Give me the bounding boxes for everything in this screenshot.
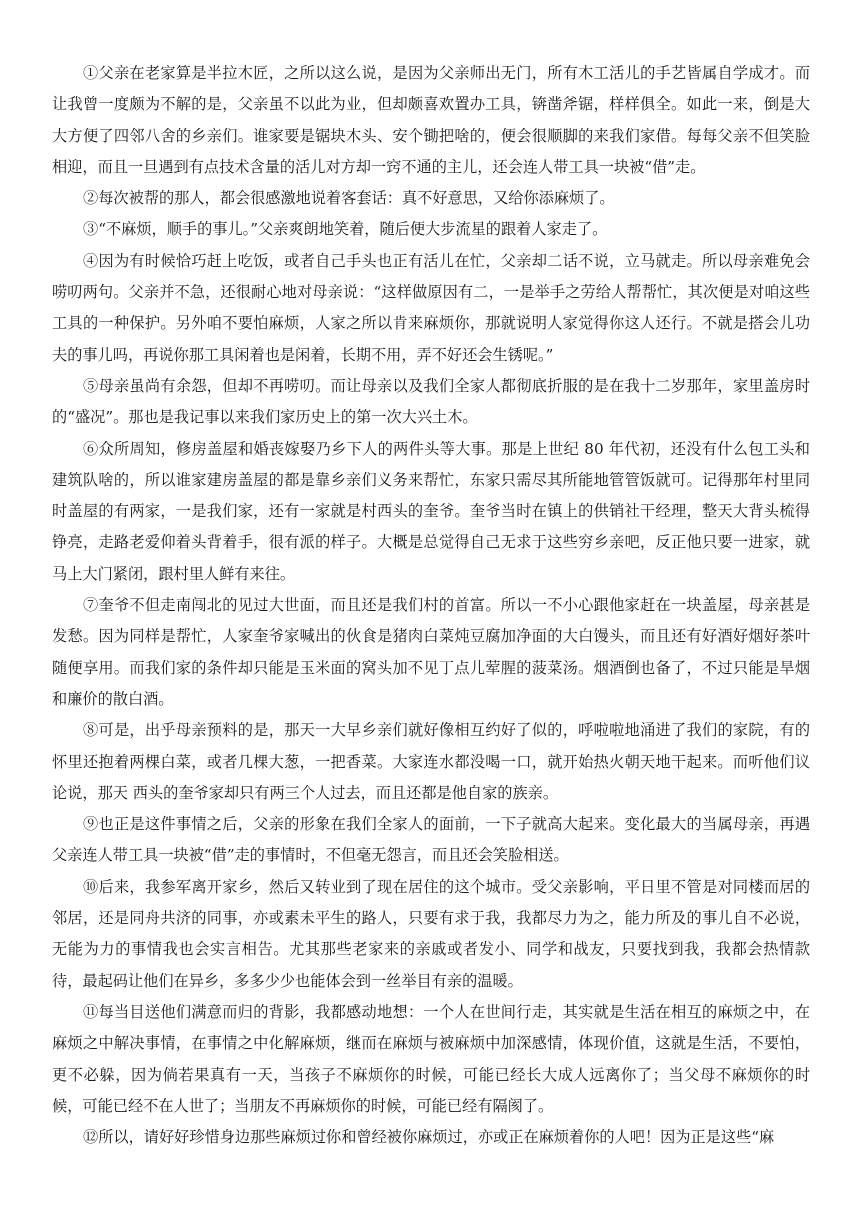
paragraph-3: ③“不麻烦，顺手的事儿。”父亲爽朗地笑着，随后便大步流星的跟着人家走了。 (83, 220, 608, 239)
paragraph-12: ⑫所以，请好好珍惜身边那些麻烦过你和曾经被你麻烦过，亦或正在麻烦着你的人吧！因为正是这些“麻 (83, 1128, 775, 1147)
paragraph-10: ⑩后来，我参军离开家乡，然后又转业到了现在居住的这个城市。受父亲影响，平日里不管是对同楼而居的邻居，还是同舟共济的同事，亦或素未平生的路人，只要有求于我，我都尽力为之，能力所及的事儿自不必说，无能为力的事情我也会实言相告。尤其那些老家来的亲戚或者发小、同学和战友，只要找到我，我都会热情款待，最起码让他们在异乡，多多少少也能体会到一丝举目有亲的温暖。 (52, 877, 810, 990)
paragraph-11: ⑪每当目送他们满意而归的背影，我都感动地想：一个人在世间行走，其实就是生活在相互的麻烦之中，在麻烦之中解决事情，在事情之中化解麻烦，继而在麻烦与被麻烦中加深感情，体现价值，这就是生活，不要怕，更不必躲，因为倘若果真有一天，当孩子不麻烦你的时候，可能已经长大成人远离你了；当父母不麻烦你的时候，可能已经不在人世了；当朋友不再麻烦你的时候，可能已经有隔阂了。 (52, 1002, 810, 1115)
paragraph-1: ①父亲在老家算是半拉木匠，之所以这么说，是因为父亲师出无门，所有木工活儿的手艺皆属自学成才。而让我曾一度颇为不解的是，父亲虽不以此为业，但却颇喜欢置办工具，锛凿斧锯，样样俱全。如此一来，倒是大大方便了四邻八舍的乡亲们。谁家要是锯块木头、安个锄把啥的，便会很顺脚的来我们家借。每每父亲不但笑脸相迎，而且一旦遇到有点技术含量的活儿对方却一窍不通的主儿，还会连人带工具一块被“借”走。 (52, 64, 810, 176)
article-body (52, 58, 810, 1153)
paragraph-6: ⑥众所周知，修房盖屋和婚丧嫁娶乃乡下人的两件头等大事。那是上世纪 80 年代初，还没有什么包工头和建筑队啥的，所以谁家建房盖屋的都是靠乡亲们义务来帮忙，东家只需尽其所能地管管饭就可。记得那年村里同时盖屋的有两家，一是我们家，还有一家就是村西头的奎爷。奎爷当时在镇上的供销社干经理，整天大背头梳得铮亮，走路老爱仰着头背着手，很有派的样子。大概是总觉得自己无求于这些穷乡亲吧，反正他只要一进家，就马上大门紧闭，跟村里人鲜有来往。 (52, 439, 810, 583)
paragraph-2: ②每次被帮的那人，都会很感激地说着客套话：真不好意思，又给你添麻烦了。 (83, 189, 615, 208)
paragraph-4: ④因为有时候恰巧赶上吃饭，或者自己手头也正有活儿在忙，父亲却二话不说，立马就走。所以母亲难免会唠叨两句。父亲并不急，还很耐心地对母亲说：“这样做原因有二，一是举手之劳给人帮帮忙，其次便是对咱这些工具的一种保护。另外咱不要怕麻烦，人家之所以肯来麻烦你，那就说明人家觉得你这人还行。不就是搭会儿功夫的事儿吗，再说你那工具闲着也是闲着，长期不用，弄不好还会生锈呢。” (52, 251, 810, 364)
paragraph-7: ⑦奎爷不但走南闯北的见过大世面，而且还是我们村的首富。所以一不小心跟他家赶在一块盖屋，母亲甚是发愁。因为同样是帮忙，人家奎爷家喊出的伙食是猪肉白菜炖豆腐加净面的大白馒头，而且还有好酒好烟好茶叶随便享用。而我们家的条件却只能是玉米面的窝头加不见丁点儿荤腥的菠菜汤。烟酒倒也备了，不过只能是旱烟和廉价的散白酒。 (52, 596, 810, 708)
paragraph-9: ⑨也正是这件事情之后，父亲的形象在我们全家人的面前，一下子就高大起来。变化最大的当属母亲，再遇父亲连人带工具一块被“借”走的事情时，不但毫无怨言，而且还会笑脸相送。 (52, 815, 810, 865)
paragraph-5: ⑤母亲虽尚有余怨，但却不再唠叨。而让母亲以及我们全家人都彻底折服的是在我十二岁那年，家里盖房时的“盛况”。那也是我记事以来我们家历史上的第一次大兴土木。 (52, 376, 810, 427)
paragraph-8: ⑧可是，出乎母亲预料的是，那天一大早乡亲们就好像相互约好了似的，呼啦啦地涌进了我们的家院，有的怀里还抱着两棵白菜，或者几棵大葱，一把香菜。大家连水都没喝一口，就开始热火朝天地干起来。而听他们议论说，那天 西头的奎爷家却只有两三个人过去，而且还都是他自家的族亲。 (52, 721, 810, 802)
